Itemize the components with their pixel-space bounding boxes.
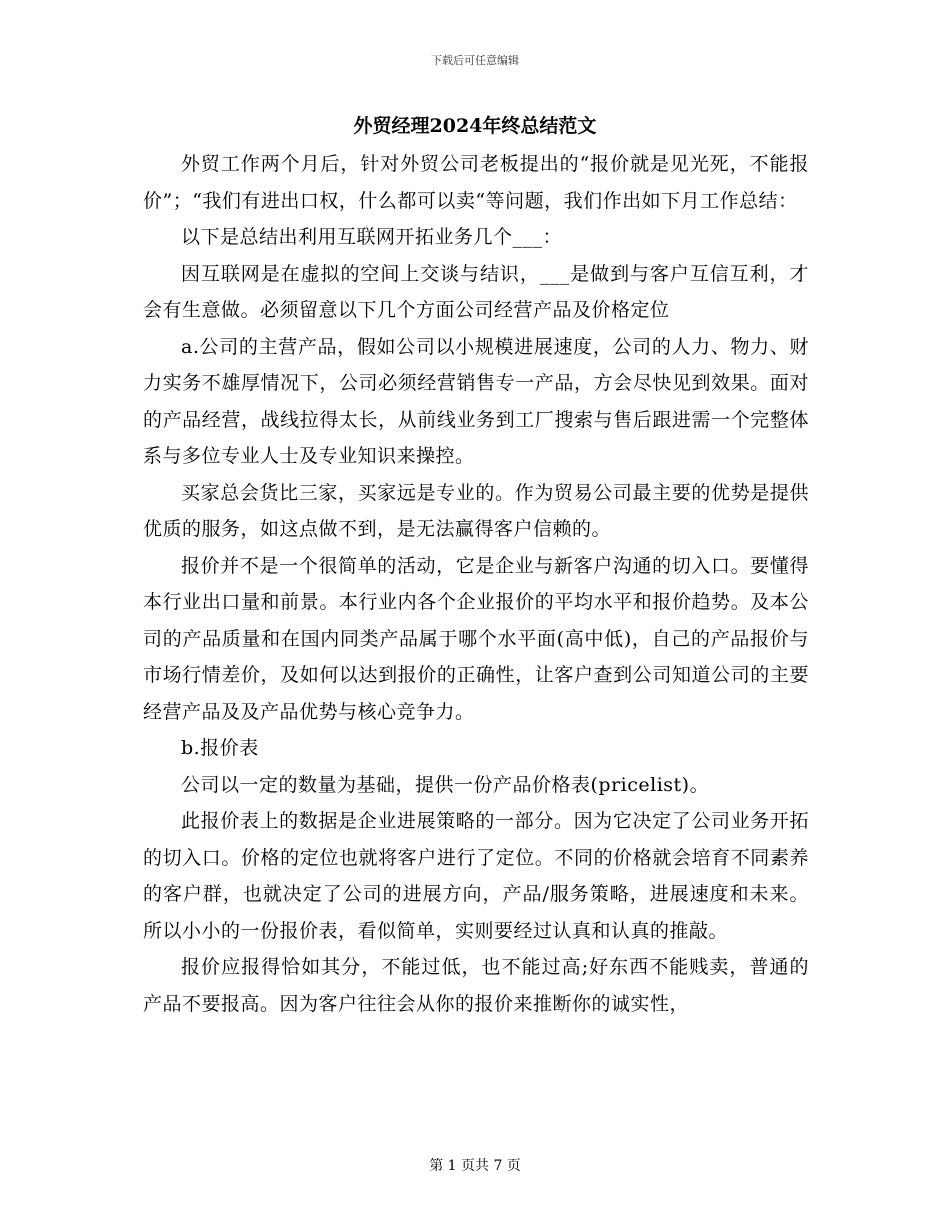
document-title: 外贸经理2024年终总结范文 (353, 115, 597, 137)
paragraph-4: a.公司的主营产品，假如公司以小规模进展速度，公司的人力、物力、财力实务不雄厚情况下，公司必须经营销售专一产品，方会尽快见到效果。面对的产品经营，战线拉得太长，从前线业务到工厂搜索与售后跟进需一个完整体系与多位专业人士及专业知识来操控。 (143, 335, 809, 467)
paragraph-3: 因互联网是在虚拟的空间上交谈与结识，___是做到与客户互信互利，才会有生意做。必须留意以下几个方面公司经营产品及价格定位 (143, 262, 809, 321)
document-body (143, 146, 809, 1022)
paragraph-7: b.报价表 (181, 737, 259, 759)
paragraph-8: 公司以一定的数量为基础，提供一份产品价格表(pricelist)。 (181, 773, 710, 796)
paragraph-5: 买家总会货比三家，买家远是专业的。作为贸易公司最主要的优势是提供优质的服务，如这点做不到，是无法赢得客户信赖的。 (143, 481, 809, 540)
paragraph-2: 以下是总结出利用互联网开拓业务几个___： (181, 226, 563, 248)
page-number: 第 1 页共 7 页 (429, 1158, 521, 1174)
paragraph-9: 此报价表上的数据是企业进展策略的一部分。因为它决定了公司业务开拓的切入口。价格的定位也就将客户进行了定位。不同的价格就会培育不同素养的客户群，也就决定了公司的进展方向，产品/服务策略，进展速度和未来。所以小小的一份报价表，看似简单，实则要经过认真和认真的推敲。 (143, 810, 809, 942)
paragraph-6: 报价并不是一个很简单的活动，它是企业与新客户沟通的切入口。要懂得本行业出口量和前景。本行业内各个企业报价的平均水平和报价趋势。及本公司的产品质量和在国内同类产品属于哪个水平面(高中低)，自己的产品报价与市场行情差价，及如何以达到报价的正确性，让客户查到公司知道公司的主要经营产品及及产品优势与核心竞争力。 (143, 554, 809, 723)
paragraph-10: 报价应报得恰如其分，不能过低，也不能过高;好东西不能贱卖，普通的产品不要报高。因为客户往往会从你的报价来推断你的诚实性， (143, 956, 809, 1015)
paragraph-1: 外贸工作两个月后，针对外贸公司老板提出的“报价就是见光死，不能报价”；“我们有进出口权，什么都可以卖“等问题，我们作出如下月工作总结： (143, 153, 809, 212)
header-note: 下载后可任意编辑 (431, 54, 519, 67)
